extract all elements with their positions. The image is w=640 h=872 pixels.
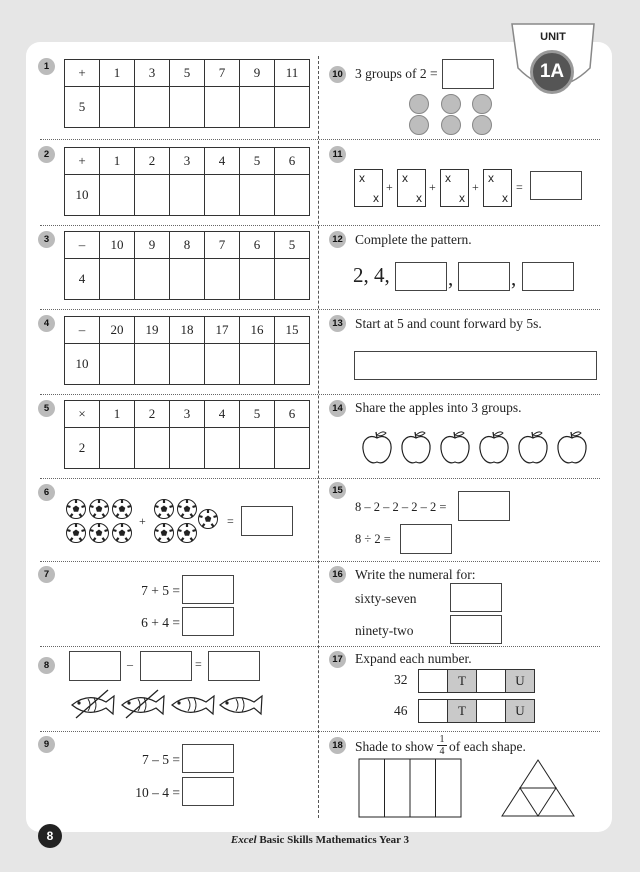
- fish-icon: [172, 696, 214, 714]
- soccer-ball-icon: [67, 524, 86, 543]
- brand-name: Excel: [230, 834, 257, 846]
- plus-sign: +: [429, 180, 436, 194]
- domino-card: [354, 169, 383, 207]
- tens-label: T: [448, 700, 477, 723]
- column-divider: [318, 56, 319, 818]
- equals-sign: =: [227, 514, 234, 528]
- soccer-ball-icon: [199, 510, 218, 529]
- counter-dot: [409, 94, 429, 114]
- fish-row: [68, 688, 268, 722]
- header-cell: 17: [205, 317, 240, 344]
- header-cell: 3: [135, 60, 170, 87]
- header-cell: 7: [205, 232, 240, 259]
- domino-card: [483, 169, 512, 207]
- equals-sign: =: [516, 180, 523, 194]
- minus-sign: –: [127, 657, 133, 671]
- answer-cell[interactable]: [170, 259, 205, 300]
- cross-mark: x: [459, 191, 465, 205]
- answer-box[interactable]: [241, 506, 293, 536]
- cross-mark: x: [502, 191, 508, 205]
- question-number: 3: [38, 231, 55, 248]
- fish-icon: [72, 696, 114, 714]
- row-separator: [40, 561, 600, 562]
- equation-text: 10 – 4 =: [135, 785, 180, 800]
- page-number: 8: [38, 824, 62, 848]
- counter-dot: [472, 94, 492, 114]
- question-number: 15: [329, 482, 346, 499]
- soccer-ball-icon: [67, 500, 86, 519]
- answer-box[interactable]: [530, 171, 582, 200]
- question-number: 1: [38, 58, 55, 75]
- answer-cell[interactable]: [275, 344, 310, 385]
- unit-tab: [508, 20, 598, 104]
- answer-cell[interactable]: [205, 428, 240, 469]
- answer-cell[interactable]: [170, 87, 205, 128]
- question-number: 9: [38, 736, 55, 753]
- answer-cell[interactable]: [477, 700, 506, 723]
- soccer-ball-icon: [90, 500, 109, 519]
- answer-cell[interactable]: [170, 344, 205, 385]
- cross-mark: x: [402, 171, 408, 185]
- fish-icon: [122, 696, 164, 714]
- answer-box[interactable]: [69, 651, 121, 681]
- question-text: of each shape.: [449, 739, 526, 754]
- answer-cell[interactable]: [205, 175, 240, 216]
- header-cell: 1: [100, 401, 135, 428]
- soccer-ball-icon: [90, 524, 109, 543]
- addition-grid: [64, 59, 310, 128]
- header-cell: 2: [135, 148, 170, 175]
- cross-mark: x: [416, 191, 422, 205]
- soccer-ball-icon: [113, 500, 132, 519]
- answer-box[interactable]: [442, 59, 494, 89]
- answer-cell[interactable]: [135, 175, 170, 216]
- pattern-start: 2, 4,: [353, 263, 390, 287]
- operator-cell: –: [65, 317, 100, 344]
- plus-sign: +: [386, 180, 393, 194]
- cross-mark: x: [359, 171, 365, 185]
- fraction-numerator: 1: [439, 734, 445, 745]
- units-label: U: [506, 700, 535, 723]
- number-word: sixty-seven: [355, 591, 417, 606]
- header-cell: 9: [240, 60, 275, 87]
- soccer-ball-icon: [155, 500, 174, 519]
- units-label: U: [506, 670, 535, 693]
- question-number: 17: [329, 651, 346, 668]
- operator-cell: +: [65, 148, 100, 175]
- pattern-separator: ,: [511, 266, 517, 290]
- header-cell: 5: [240, 148, 275, 175]
- fish-icon: [220, 696, 262, 714]
- domino-card: [440, 169, 469, 207]
- header-cell: 5: [275, 232, 310, 259]
- row-separator: [40, 225, 600, 226]
- answer-cell[interactable]: [100, 87, 135, 128]
- answer-cell[interactable]: [135, 428, 170, 469]
- answer-box[interactable]: [458, 262, 510, 291]
- question-number: 14: [329, 400, 346, 417]
- operator-cell: –: [65, 232, 100, 259]
- book-title: Basic Skills Mathematics Year 3: [259, 834, 410, 846]
- equation-text: 8 – 2 – 2 – 2 – 2 =: [355, 500, 447, 514]
- answer-cell[interactable]: [275, 428, 310, 469]
- answer-box[interactable]: [140, 651, 192, 681]
- header-cell: 15: [275, 317, 310, 344]
- header-cell: 1: [100, 60, 135, 87]
- question-number: 10: [329, 66, 346, 83]
- row-label-cell: 10: [65, 175, 100, 216]
- soccer-ball-icon: [178, 524, 197, 543]
- subtraction-grid: [64, 231, 310, 300]
- addition-grid: [64, 147, 310, 216]
- header-cell: 3: [170, 401, 205, 428]
- answer-box[interactable]: [182, 607, 234, 636]
- question-number: 5: [38, 400, 55, 417]
- header-cell: 6: [240, 232, 275, 259]
- question-number: 4: [38, 315, 55, 332]
- answer-cell[interactable]: [240, 259, 275, 300]
- header-cell: 20: [100, 317, 135, 344]
- cross-mark: x: [445, 171, 451, 185]
- answer-box[interactable]: [182, 744, 234, 773]
- answer-cell[interactable]: [419, 700, 448, 723]
- equation-text: 8 ÷ 2 =: [355, 532, 391, 546]
- answer-cell[interactable]: [240, 87, 275, 128]
- equation-text: 6 + 4 =: [141, 615, 180, 630]
- answer-box[interactable]: [395, 262, 447, 291]
- counter-dot: [409, 115, 429, 135]
- question-number: 16: [329, 566, 346, 583]
- header-cell: 5: [170, 60, 205, 87]
- question-number: 8: [38, 657, 55, 674]
- rectangle-shape[interactable]: [358, 758, 462, 818]
- row-separator: [40, 478, 600, 479]
- answer-cell[interactable]: [170, 175, 205, 216]
- fraction: [437, 734, 447, 757]
- question-text: Expand each number.: [355, 651, 472, 666]
- unit-badge: 1A: [530, 50, 574, 94]
- domino-card: [397, 169, 426, 207]
- subtraction-grid: [64, 316, 310, 385]
- header-cell: 4: [205, 401, 240, 428]
- question-text: Complete the pattern.: [355, 232, 472, 247]
- answer-box[interactable]: [522, 262, 574, 291]
- answer-box[interactable]: [458, 491, 510, 521]
- triangle-shape[interactable]: [500, 758, 576, 818]
- header-cell: 9: [135, 232, 170, 259]
- header-cell: 11: [275, 60, 310, 87]
- counter-dot: [441, 115, 461, 135]
- header-cell: 4: [205, 148, 240, 175]
- apple-icon: [519, 432, 547, 463]
- unit-label: UNIT: [540, 31, 566, 43]
- number-word: ninety-two: [355, 623, 414, 638]
- operator-cell: ×: [65, 401, 100, 428]
- soccer-ball-icon: [155, 524, 174, 543]
- number-label: 32: [394, 672, 408, 687]
- answer-cell[interactable]: [205, 344, 240, 385]
- row-label-cell: 10: [65, 344, 100, 385]
- operator-cell: +: [65, 60, 100, 87]
- header-cell: 3: [170, 148, 205, 175]
- answer-box[interactable]: [450, 615, 502, 644]
- answer-cell[interactable]: [170, 428, 205, 469]
- question-text: Write the numeral for:: [355, 567, 476, 582]
- answer-cell[interactable]: [100, 344, 135, 385]
- question-text: 3 groups of 2 =: [355, 66, 438, 81]
- counter-dot: [472, 115, 492, 135]
- row-label-cell: 2: [65, 428, 100, 469]
- row-separator: [40, 646, 600, 647]
- question-number: 11: [329, 146, 346, 163]
- answer-box[interactable]: [400, 524, 452, 554]
- answer-cell[interactable]: [419, 670, 448, 693]
- question-number: 13: [329, 315, 346, 332]
- question-number: 7: [38, 566, 55, 583]
- answer-cell[interactable]: [240, 175, 275, 216]
- number-label: 46: [394, 703, 408, 718]
- question-number: 12: [329, 231, 346, 248]
- header-cell: 1: [100, 148, 135, 175]
- apple-icon: [363, 432, 391, 463]
- question-number: 2: [38, 146, 55, 163]
- pattern-separator: ,: [448, 266, 454, 290]
- row-separator: [40, 309, 600, 310]
- header-cell: 2: [135, 401, 170, 428]
- fraction-denominator: 4: [437, 745, 447, 757]
- multiplication-grid: [64, 400, 310, 469]
- apple-icon: [558, 432, 586, 463]
- apple-icon: [441, 432, 469, 463]
- equals-sign: =: [195, 657, 202, 671]
- cross-mark: x: [488, 171, 494, 185]
- question-number: 18: [329, 737, 346, 754]
- row-separator: [40, 139, 600, 140]
- answer-cell[interactable]: [240, 428, 275, 469]
- plus-sign: +: [472, 180, 479, 194]
- answer-cell[interactable]: [100, 175, 135, 216]
- row-label-cell: 4: [65, 259, 100, 300]
- header-cell: 10: [100, 232, 135, 259]
- header-cell: 5: [240, 401, 275, 428]
- answer-cell[interactable]: [100, 428, 135, 469]
- question-text: Share the apples into 3 groups.: [355, 400, 522, 415]
- answer-box[interactable]: [182, 575, 234, 604]
- answer-cell[interactable]: [205, 87, 240, 128]
- apple-icon: [402, 432, 430, 463]
- answer-cell[interactable]: [275, 175, 310, 216]
- question-text: Shade to show: [355, 739, 434, 754]
- long-answer-box[interactable]: [354, 351, 597, 380]
- header-cell: 6: [275, 401, 310, 428]
- answer-cell[interactable]: [275, 259, 310, 300]
- equation-text: 7 – 5 =: [142, 752, 180, 767]
- answer-box[interactable]: [208, 651, 260, 681]
- equation-text: 7 + 5 =: [141, 583, 180, 598]
- header-cell: 8: [170, 232, 205, 259]
- row-label-cell: 5: [65, 87, 100, 128]
- answer-cell[interactable]: [100, 259, 135, 300]
- counter-dot: [441, 94, 461, 114]
- cross-mark: x: [373, 191, 379, 205]
- tens-label: T: [448, 670, 477, 693]
- header-cell: 16: [240, 317, 275, 344]
- apple-row: [358, 428, 592, 466]
- place-value-table: [418, 669, 535, 693]
- header-cell: 7: [205, 60, 240, 87]
- answer-cell[interactable]: [205, 259, 240, 300]
- place-value-table: [418, 699, 535, 723]
- answer-box[interactable]: [450, 583, 502, 612]
- row-separator: [40, 731, 600, 732]
- answer-cell[interactable]: [240, 344, 275, 385]
- soccer-ball-icon: [113, 524, 132, 543]
- apple-icon: [480, 432, 508, 463]
- question-number: 6: [38, 484, 55, 501]
- question-text: Start at 5 and count forward by 5s.: [355, 316, 542, 331]
- answer-box[interactable]: [182, 777, 234, 806]
- answer-cell[interactable]: [275, 87, 310, 128]
- header-cell: 19: [135, 317, 170, 344]
- answer-cell[interactable]: [135, 344, 170, 385]
- footer-title: [0, 834, 640, 846]
- row-separator: [40, 394, 600, 395]
- answer-cell[interactable]: [135, 87, 170, 128]
- header-cell: 6: [275, 148, 310, 175]
- answer-cell[interactable]: [135, 259, 170, 300]
- plus-sign: +: [139, 514, 146, 528]
- header-cell: 18: [170, 317, 205, 344]
- soccer-ball-icon: [178, 500, 197, 519]
- answer-cell[interactable]: [477, 670, 506, 693]
